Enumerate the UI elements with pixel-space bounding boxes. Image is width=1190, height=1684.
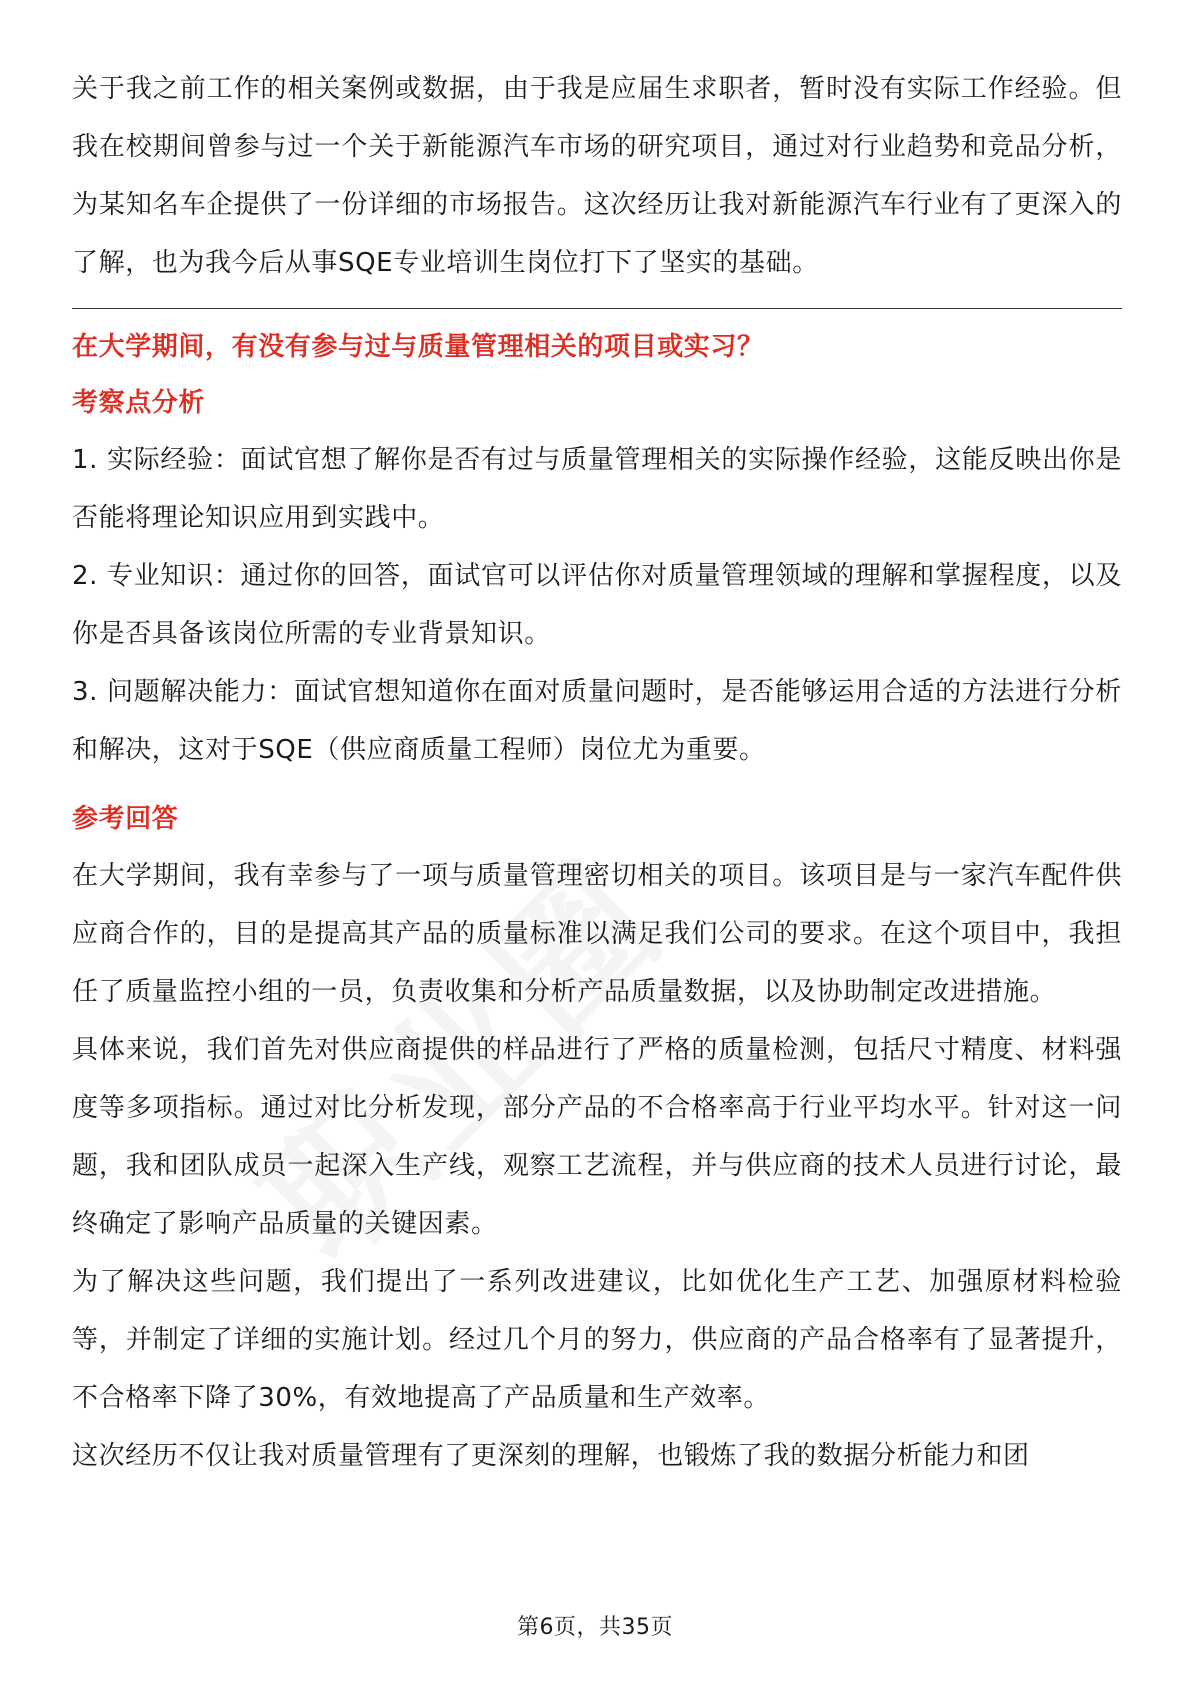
question-title: 在大学期间，有没有参与过与质量管理相关的项目或实习？ bbox=[72, 332, 764, 362]
intro-paragraph: 关于我之前工作的相关案例或数据，由于我是应届生求职者，暂时没有实际工作经验。但我在校期间曾参与过一个关于新能源汽车市场的研究项目，通过对行业趋势和竞品分析，为某知名车企提供了一份详细的市场报告。这次经历让我对新能源汽车行业有了更深入的了解，也为我今后从事SQE专业培训生岗位打下了坚实的基础。 bbox=[72, 74, 1122, 278]
analysis-point-2: 2. 专业知识：通过你的回答，面试官可以评估你对质量管理领域的理解和掌握程度，以及你是否具备该岗位所需的专业背景知识。 bbox=[72, 561, 1122, 649]
answer-heading: 参考回答 bbox=[72, 804, 179, 834]
analysis-point-3: 3. 问题解决能力：面试官想知道你在面对质量问题时，是否能够运用合适的方法进行分析和解决，这对于SQE（供应商质量工程师）岗位尤为重要。 bbox=[72, 677, 1122, 765]
document-page bbox=[72, 60, 1122, 1485]
analysis-point-1: 1. 实际经验：面试官想了解你是否有过与质量管理相关的实际操作经验，这能反映出你是否能将理论知识应用到实践中。 bbox=[72, 445, 1122, 533]
answer-paragraph-2: 具体来说，我们首先对供应商提供的样品进行了严格的质量检测，包括尺寸精度、材料强度等多项指标。通过对比分析发现，部分产品的不合格率高于行业平均水平。针对这一问题，我和团队成员一起深入生产线，观察工艺流程，并与供应商的技术人员进行讨论，最终确定了影响产品质量的关键因素。 bbox=[72, 1035, 1122, 1239]
answer-paragraph-1: 在大学期间，我有幸参与了一项与质量管理密切相关的项目。该项目是与一家汽车配件供应商合作的，目的是提高其产品的质量标准以满足我们公司的要求。在这个项目中，我担任了质量监控小组的一员，负责收集和分析产品质量数据，以及协助制定改进措施。 bbox=[72, 861, 1122, 1007]
answer-paragraph-3: 为了解决这些问题，我们提出了一系列改进建议，比如优化生产工艺、加强原材料检验等，并制定了详细的实施计划。经过几个月的努力，供应商的产品合格率有了显著提升，不合格率下降了30%，有效地提高了产品质量和生产效率。 bbox=[72, 1267, 1122, 1413]
section-divider bbox=[72, 308, 1122, 309]
analysis-heading: 考察点分析 bbox=[72, 388, 206, 418]
page-footer: 第6页，共35页 bbox=[517, 1615, 673, 1640]
answer-paragraph-4: 这次经历不仅让我对质量管理有了更深刻的理解，也锻炼了我的数据分析能力和团 bbox=[72, 1441, 1030, 1471]
